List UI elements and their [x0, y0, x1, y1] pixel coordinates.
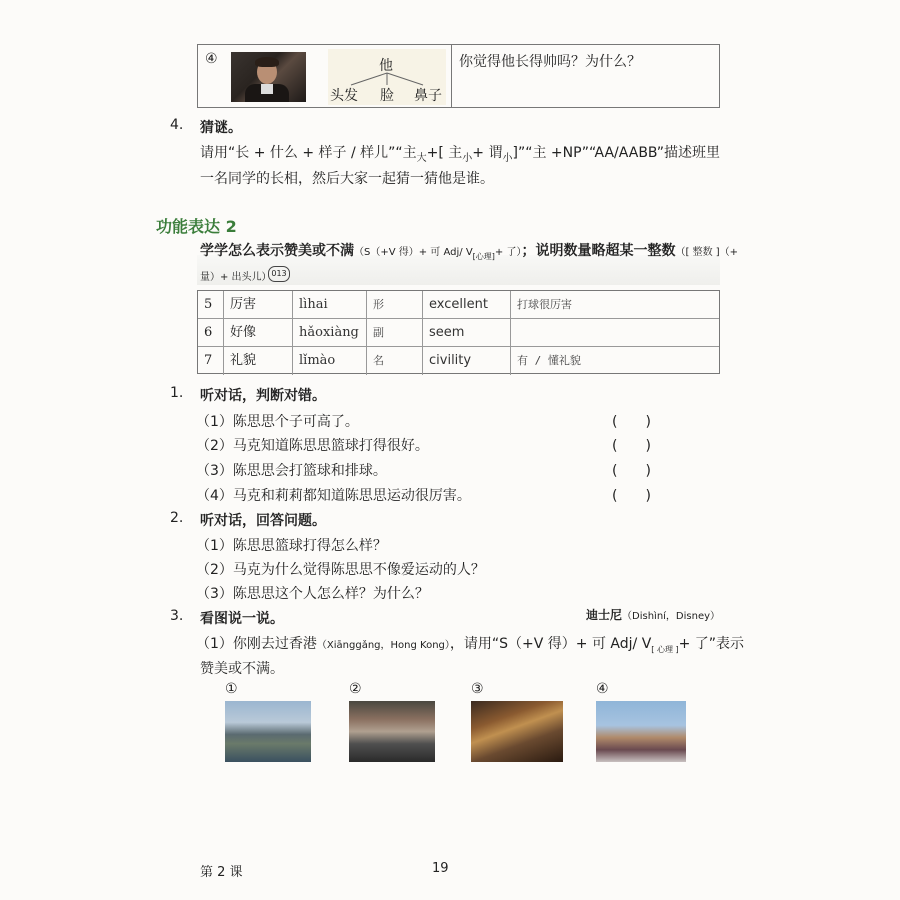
fs-part1-sub: [心理]: [472, 251, 495, 261]
ex3-text-b: ，请用“S（+V 得）+ 可 Adj/ V: [449, 636, 652, 652]
ex1-item: （2）马克知道陈思思篮球打得很好。: [196, 438, 429, 454]
pic-label: ③: [471, 681, 484, 697]
disney-note-main: 迪士尼: [586, 608, 623, 622]
pic-label: ①: [225, 681, 238, 697]
item-number: ④: [205, 51, 218, 67]
section4-number: 4.: [170, 117, 184, 133]
pic-label: ④: [596, 681, 609, 697]
s4-text-c: + 谓: [472, 145, 503, 161]
diagram-top-he: 他: [379, 58, 393, 74]
ex3-title: 看图说一说。: [200, 611, 284, 627]
vocab-row: [198, 291, 719, 319]
vocab-example: [510, 319, 719, 347]
table-column-divider: [451, 45, 452, 107]
ex1-answer-blank[interactable]: ( ): [612, 414, 651, 430]
ex2-question: （2）马克为什么觉得陈思思不像爱运动的人？: [196, 562, 485, 578]
vocab-word: 厉害: [223, 291, 292, 319]
ex1-number: 1.: [170, 385, 184, 401]
photo-question-table: [197, 44, 720, 108]
ex1-item: （4）马克和莉莉都知道陈思思运动很厉害。: [196, 488, 471, 504]
vocab-pos: 名: [366, 347, 422, 375]
ex1-answer-blank[interactable]: ( ): [612, 463, 651, 479]
photo-collar: [261, 84, 273, 94]
disney-note: [586, 606, 720, 623]
ex2-question: （3）陈思思这个人怎么样？为什么？: [196, 586, 429, 602]
s4-sub-big: 大: [416, 152, 427, 164]
ex3-instruction-line1: [196, 633, 744, 655]
s4-text-d: ]”“主 +NP”“AA/AABB”描述班里: [512, 145, 721, 161]
section4-instruction-line2: 一名同学的长相，然后大家一起猜一猜他是谁。: [200, 171, 494, 187]
hong-kong-skyline-photo: [225, 701, 311, 762]
feature-diagram: [328, 49, 446, 105]
vocab-pinyin: lìhai: [292, 291, 366, 319]
diagram-face: 脸: [380, 88, 394, 104]
function-subtitle-line2: 量）+ 出头儿）: [200, 272, 272, 283]
photo-question: 你觉得他长得帅吗？为什么？: [459, 54, 641, 70]
ex2-title: 听对话，回答问题。: [200, 513, 326, 529]
fs-part1-paren: （S（+V 得）+ 可 Adj/ V: [354, 247, 473, 258]
diagram-nose: 鼻子: [414, 88, 442, 104]
vocab-english: excellent: [422, 291, 510, 319]
vocab-english: civility: [422, 347, 510, 375]
s4-text-a: 请用“长 + 什么 + 样子 / 样儿”“主: [200, 145, 417, 161]
pic-label: ②: [349, 681, 362, 697]
vocab-num: 5: [204, 297, 213, 312]
vocab-num: 6: [204, 325, 213, 340]
ex1-answer-blank[interactable]: ( ): [612, 438, 651, 454]
vocab-pinyin: hǎoxiàng: [292, 319, 366, 347]
fs-part2: ；说明数量略超某一整数: [521, 243, 676, 259]
vocab-example: 有 / 懂礼貌: [510, 347, 719, 375]
ex3-hk-paren: （Xiānggǎng，Hong Kong）: [316, 640, 450, 651]
disney-note-paren: （Dishìní，Disney）: [622, 611, 721, 622]
man-portrait-photo: [231, 52, 306, 102]
ex1-title: 听对话，判断对错。: [200, 388, 326, 404]
section4-instruction-line1: [200, 142, 720, 164]
ex2-number: 2.: [170, 510, 184, 526]
vocab-english: seem: [422, 319, 510, 347]
diagram-hair: 头发: [330, 88, 358, 104]
ex2-question: （1）陈思思篮球打得怎么样？: [196, 538, 387, 554]
vocab-word: 礼貌: [223, 347, 292, 375]
fs-part2-paren: （[ 整数 ]（+: [675, 247, 739, 258]
ex3-sub: [ 心理 ]: [651, 644, 679, 654]
s4-sub-small2: 小: [502, 152, 513, 164]
audio-track-icon[interactable]: 013: [268, 266, 290, 282]
ex1-answer-blank[interactable]: ( ): [612, 488, 651, 504]
ex3-instruction-line2: 赞美或不满。: [200, 661, 284, 677]
disneyland-photo: [596, 701, 686, 762]
vocab-row: [198, 319, 719, 347]
vocab-pos: 形: [366, 291, 422, 319]
footer-lesson: 第 2 课: [200, 865, 243, 880]
fs-part1: 学学怎么表示赞美或不满: [200, 243, 354, 259]
street-crowd-photo: [349, 701, 435, 762]
vocab-word: 好像: [223, 319, 292, 347]
function-subtitle-line1: [200, 240, 738, 262]
ex3-text-c: + 了”表示: [678, 636, 745, 652]
vocab-example: 打球很厉害: [510, 291, 719, 319]
ex1-item: （3）陈思思会打篮球和排球。: [196, 463, 387, 479]
vocab-pinyin: lǐmào: [292, 347, 366, 375]
food-stall-photo: [471, 701, 563, 762]
section4-title: 猜谜。: [200, 120, 242, 136]
ex1-item: （1）陈思思个子可高了。: [196, 414, 359, 430]
s4-sub-small1: 小: [462, 152, 473, 164]
function-heading: 功能表达 2: [156, 217, 237, 236]
fs-part1-end: + 了）: [494, 247, 522, 258]
ex3-number: 3.: [170, 608, 184, 624]
vocab-row: [198, 347, 719, 375]
vocab-num: 7: [204, 353, 213, 368]
photo-hair: [255, 57, 279, 67]
vocab-table: [197, 290, 720, 374]
page-number: 19: [432, 861, 449, 876]
vocab-pos: 副: [366, 319, 422, 347]
ex3-text-a: （1）你刚去过香港: [196, 636, 317, 652]
s4-text-b: +[ 主: [426, 145, 463, 161]
